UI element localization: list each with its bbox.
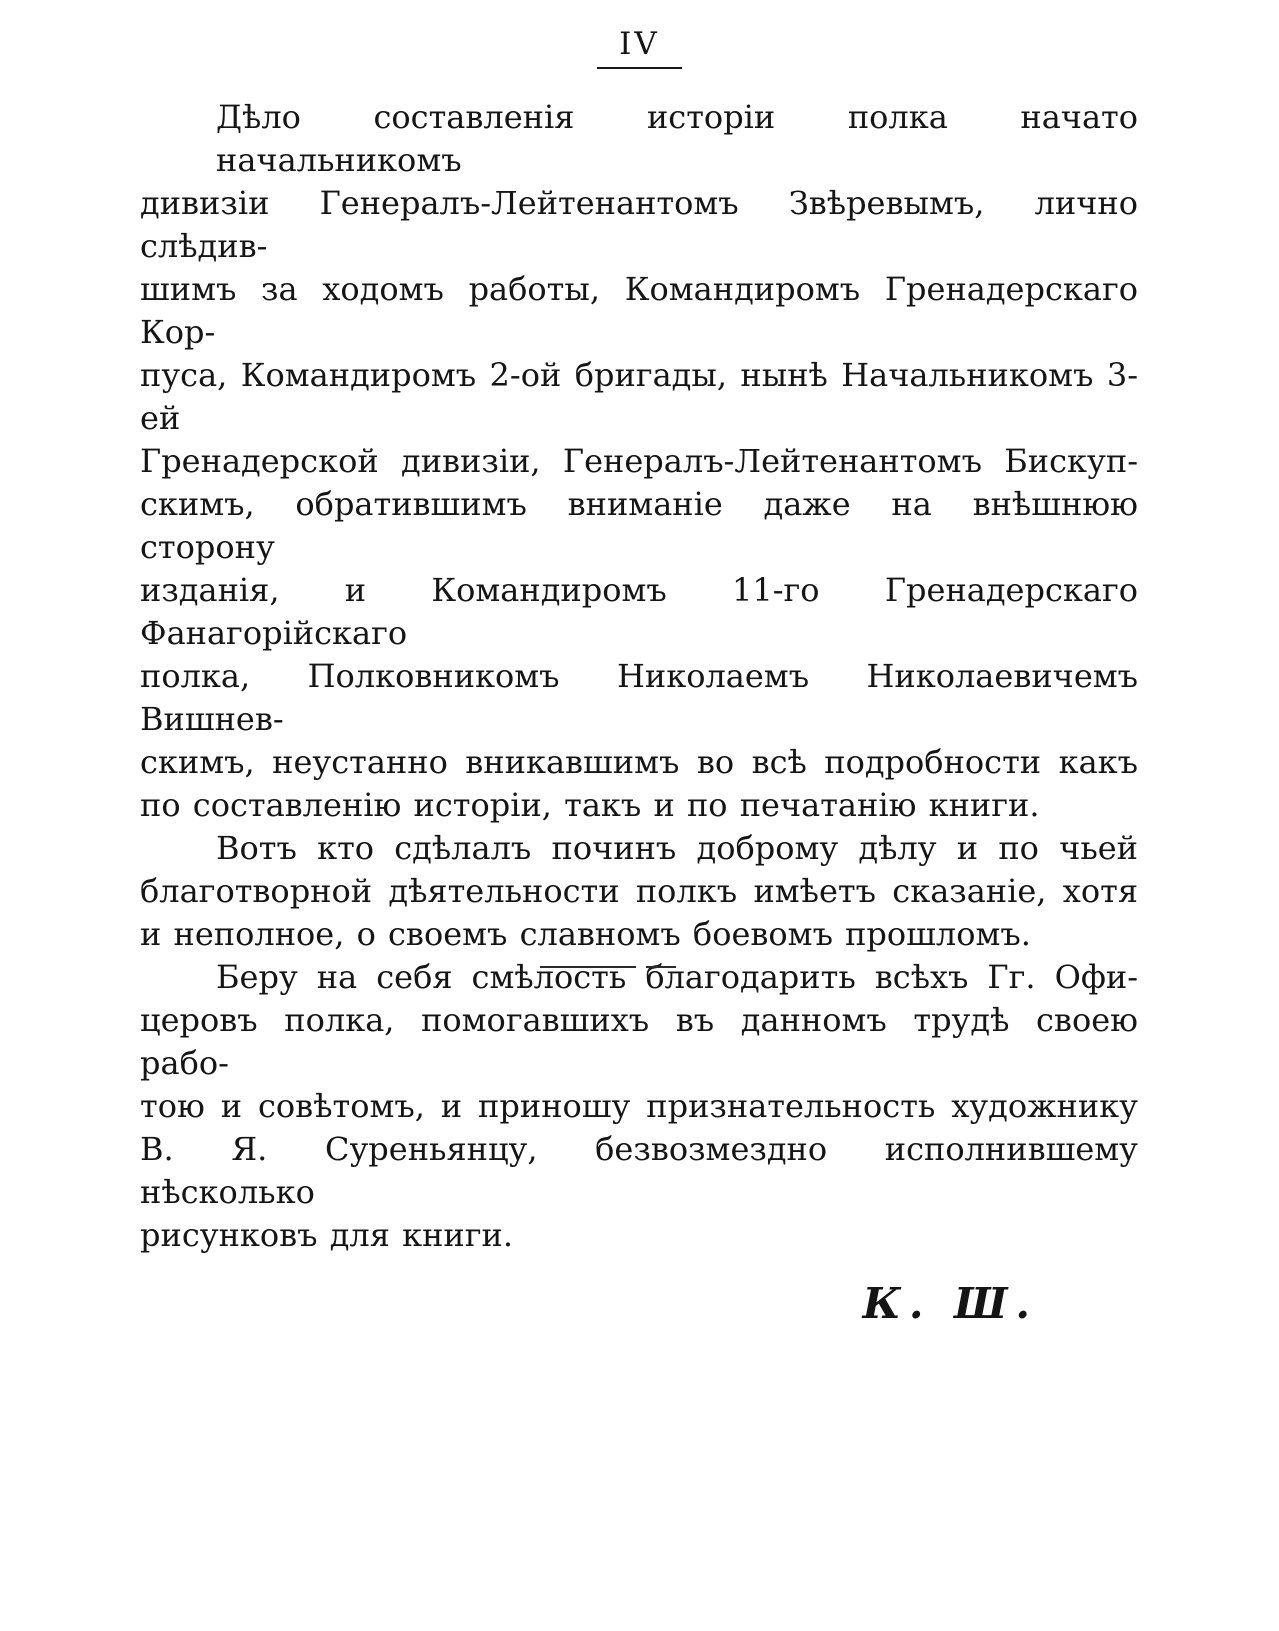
text-line: тою и совѣтомъ, и приношу признательность художнику — [140, 1087, 1138, 1125]
text-line: дивизіи Генералъ-Лейтенантомъ Звѣревымъ, лично слѣдив- — [140, 184, 1138, 265]
page-number: IV — [597, 26, 682, 69]
divider-long-segment — [540, 966, 636, 968]
author-initials-signature: К. Ш. — [862, 1279, 1038, 1328]
text-line: рисунковъ для книги. — [140, 1216, 514, 1254]
text-line: и неполное, о своемъ славномъ боевомъ прошломъ. — [140, 915, 1031, 953]
text-line: В. Я. Суреньянцу, безвозмездно исполнившему нѣсколько — [140, 1130, 1138, 1211]
text-line: Вотъ кто сдѣлалъ починъ доброму дѣлу и по чьей — [216, 829, 1138, 867]
text-line: пуса, Командиромъ 2-ой бригады, нынѣ Начальникомъ 3-ей — [140, 356, 1138, 437]
text-line: Беру на себя смѣлость благодарить всѣхъ Гг. Офи- — [216, 958, 1138, 996]
text-line: скимъ, неустанно вникавшимъ во всѣ подробности какъ — [140, 743, 1138, 781]
page-number-container — [0, 26, 1279, 69]
text-line: благотворной дѣятельности полкъ имѣетъ сказаніе, хотя — [140, 872, 1138, 910]
text-line: изданія, и Командиромъ 11-го Гренадерскаго Фанагорійскаго — [140, 571, 1138, 652]
text-line: по составленію исторіи, такъ и по печатанію книги. — [140, 786, 1040, 824]
text-line: церовъ полка, помогавшихъ въ данномъ трудѣ своею рабо- — [140, 1001, 1138, 1082]
text-line: скимъ, обратившимъ вниманіе даже на внѣшнюю сторону — [140, 485, 1138, 566]
text-line: Дѣло составленія исторіи полка начато начальникомъ — [216, 98, 1138, 179]
section-divider-rule — [540, 966, 680, 968]
text-block — [140, 96, 1138, 1328]
text-line: полка, Полковникомъ Николаемъ Николаевичемъ Вишнев- — [140, 657, 1138, 738]
divider-short-segment — [646, 966, 676, 968]
text-line: Гренадерской дивизіи, Генералъ-Лейтенантомъ Бискуп- — [140, 442, 1138, 480]
text-line: шимъ за ходомъ работы, Командиромъ Гренадерскаго Кор- — [140, 270, 1138, 351]
